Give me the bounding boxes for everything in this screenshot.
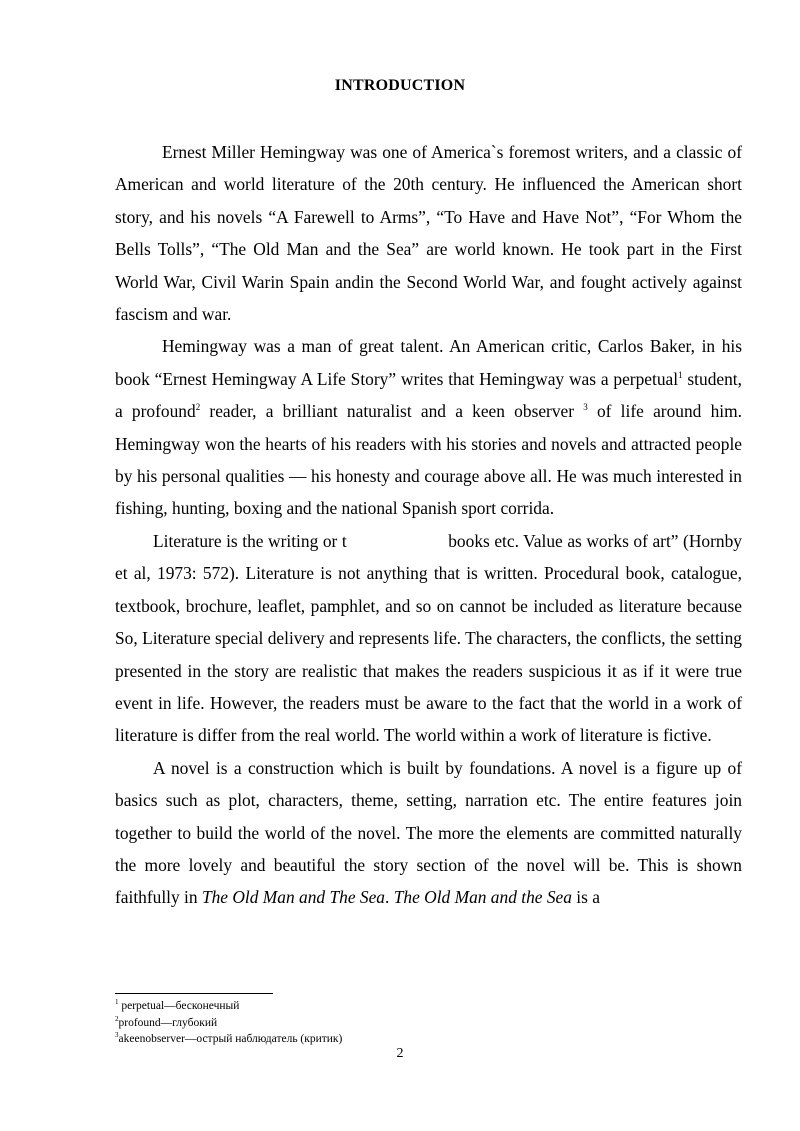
book-title-italic-1: The Old Man and The Sea (201, 887, 386, 908)
masked-text-gap: he printed in b (346, 530, 449, 551)
paragraph-3-text-b: books etc. Value as works of art” (Hornby et al, 1973: 572). Literature is not anything that is written. Procedural book, catalogue, textbook, brochure, leaflet, pamphlet, and so on cannot be included as literature because So, Literature special delivery and represents life. The characters, the conflicts, the setting presented in the story are realistic that makes the readers suspicious it as if it were true event in life. However, the readers must be aware to the fact that the world in a work of literature is differ from the real world. The world within a work of literature is fictive. (115, 530, 742, 746)
footnote-text: profound—глубокий (118, 1016, 218, 1029)
paragraph-4-text-a: A novel is a construction which is built by foundations. A novel is a figure up of basics such as plot, characters, theme, setting, narration etc. The entire features join together to build the world of the novel. The more the elements are committed naturally the more lovely and beautiful the story section of the novel will be. This is shown faithfully in (115, 757, 742, 908)
footnote-mark: 3 (115, 1031, 119, 1039)
footnote-1 (115, 998, 515, 1015)
paragraph-1: Ernest Miller Hemingway was one of America`s foremost writers, and a classic of American and world literature of the 20th century. He influenced the American short story, and his novels “A Farewell to Arms”, “To Have and Have Not”, “For Whom the Bells Tolls”, “The Old Man and the Sea” are world known. He took part in the First World War, Civil Warin Spain andin the Second World War, and fought actively against fascism and war. (115, 142, 742, 325)
paragraph-2 (115, 330, 742, 524)
paragraph-2-text-b: student, a profound (115, 368, 742, 422)
footnote-2 (115, 1015, 515, 1032)
paragraph-2-text-c: reader, a brilliant naturalist and a keen observer (200, 401, 584, 422)
body-text (115, 136, 742, 914)
footnote-text: akeenobserver—острый наблюдатель (критик) (118, 1033, 343, 1045)
paragraph-3 (115, 525, 742, 752)
paragraph-4-text-b: . (385, 887, 394, 908)
paragraph-2-text-a: Hemingway was a man of great talent. An American critic, Carlos Baker, in his book “Ernest Hemingway A Life Story” writes that Hemingway was a perpetual (115, 336, 742, 389)
footnote-ref-1: 1 (678, 369, 683, 380)
page-title: INTRODUCTION (334, 77, 466, 94)
footnote-text: perpetual—бесконечный (118, 1000, 240, 1012)
footnotes (115, 998, 515, 1048)
paragraph-4 (115, 752, 742, 914)
footnote-ref-2: 2 (195, 402, 201, 413)
footnote-ref-3: 3 (583, 402, 588, 413)
page-number: 2 (396, 1046, 404, 1061)
footnote-mark: 2 (115, 1014, 119, 1023)
paragraph-4-text-c: is a (571, 887, 600, 908)
paragraph-3-text-a: Literature is the writing or t (153, 530, 347, 551)
footnote-mark: 1 (115, 998, 119, 1006)
footnote-separator (115, 993, 273, 994)
paragraph-2-text-d: of life around him. Hemingway won the hearts of his readers with his stories and novels and attracted people by his personal qualities — his honesty and courage above all. He was much interested in fishing, hunting, boxing and the national Spanish sport corrida. (115, 401, 742, 519)
book-title-italic-2: The Old Man and the Sea (393, 887, 572, 908)
